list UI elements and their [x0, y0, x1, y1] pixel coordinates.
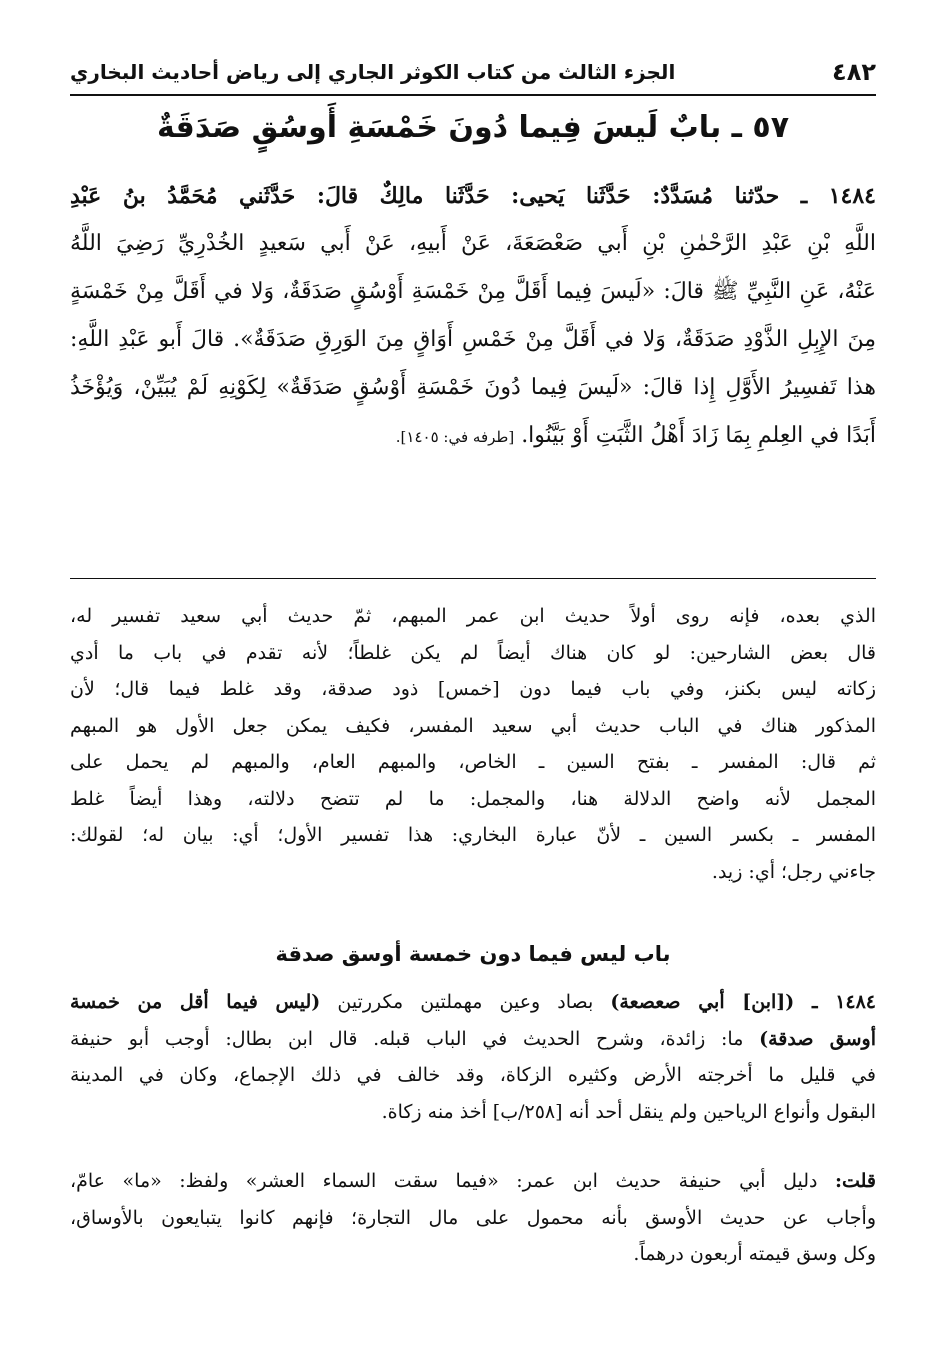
chapter-heading: ٥٧ ـ بابٌ لَيسَ فِيما دُونَ خَمْسَةِ أَوسُقٍ صَدَقَةٌ: [156, 110, 790, 145]
commentary-line: جاءني رجل؛ أي: زيد.: [711, 860, 876, 883]
commentary-line: قال بعض الشارحين: لو كان هناك أيضاً لم يكن غلطاً؛ لأنه تقدم في باب ما أدي: [70, 641, 876, 664]
hadith-number: ١٤٨٤: [828, 183, 876, 209]
cross-reference: [طرفه في: ١٤٠٥].: [395, 428, 515, 446]
commentary-line: المجمل لأنه واضح الدلالة هنا، والمجمل: ما لم تتضح دلالته، وهذا أيضاً غلط: [70, 787, 876, 810]
hadith-line-5: هذا تَفسِيرُ الأَوَّلِ إِذا قالَ: «لَيسَ فِيما دُونَ خَمْسَةِ أَوْسُقٍ صَدَقَةٌ» لِكَوْنِهِ لَمْ يُبَيِّنْ، وَيُؤْخَذُ: [70, 375, 876, 400]
commentary-line: البقول وأنواع الرياحين ولم ينقل أحد أنه [٢٥٨/ب] أخذ منه زكاة.: [381, 1100, 876, 1123]
commentary-line: المفسر ـ بكسر السين ـ لأنّ عبارة البخاري: هذا تفسير الأول؛ أي: بيان له؛ لقولك:: [70, 824, 876, 846]
commentary-line: أوسق صدقة) ما: زائدة، وشرح الحديث في الباب قبله. قال ابن بطال: أوجب أبو حنيفة: [70, 1027, 876, 1050]
hadith-line-6: أَبَدًا في العِلمِ بِمَا زَادَ أَهْلُ الثَّبَتِ أَوْ بَيَّنُوا. [طرفه في: ١٤٠٥].: [395, 423, 876, 448]
commentary-line: ثم قال: المفسر ـ بفتح السين ـ الخاص، والمبهم العام، والمبهم لم يحمل على: [70, 751, 876, 773]
hadith-line-1: ١٤٨٤ ـ حدّثنا مُسَدَّدٌ: حَدَّثَنا يَحيى: حَدَّثَنا مالِكٌ قالَ: حَدَّثَني مُحَمَّدُ بنُ عَبْدِ: [70, 183, 876, 209]
commentary-mid: [70, 984, 876, 1130]
hadith-text: [70, 172, 876, 460]
footnote-divider: [70, 578, 876, 579]
section-subheading: باب ليس فيما دون خمسة أوسق صدقة: [275, 942, 671, 966]
commentary-bottom: [70, 1163, 876, 1273]
hadith-line-2: اللَّهِ بْنِ عَبْدِ الرَّحْمٰنِ بْنِ أَبي صَعْصَعَةَ، عَنْ أَبيهِ، عَنْ أَبي سَعيدٍ الخُدْرِيِّ رَضِيَ اللَّهُ: [70, 231, 876, 256]
commentary-line: قلت: دليل أبي حنيفة حديث ابن عمر: «فيما سقت السماء العشر» ولفظ: «ما» عامّ،: [70, 1170, 876, 1192]
hadith-line-3: عَنْهُ، عَنِ النَّبِيِّ ﷺ قالَ: «لَيسَ فِيما أَقَلَّ مِنْ خَمْسَةِ أَوْسُقٍ صَدَقَةٌ، وَلا في أَقَلَّ مِنْ خَمْسَةٍ: [70, 279, 876, 304]
commentary-line: الذي بعده، فإنه روى أولاً حديث ابن عمر المبهم، ثمّ حديث أبي سعيد تفسير له،: [70, 605, 876, 627]
commentary-top: [70, 598, 876, 890]
commentary-line: ١٤٨٤ ـ ([ابن] أبي صعصعة) بصاد وعين مهملتين مكررتين (ليس فيما أقل من خمسة: [70, 991, 876, 1013]
commentary-line: في قليل ما أخرجته الأرض وكثيره الزكاة، وقد خالف في ذلك الإجماع، وكان في المدينة: [70, 1064, 876, 1086]
commentary-line: وكل وسق قيمته أربعون درهماً.: [633, 1243, 876, 1265]
book-title: الجزء الثالث من كتاب الكوثر الجاري إلى رياض أحاديث البخاري: [70, 60, 676, 84]
commentary-line: زكاته ليس بكنز، وفي باب فيما دون [خمس] ذود صدقة، وقد غلط فيما قال؛ لأن: [70, 678, 876, 700]
page-number: ٤٨٢: [832, 58, 876, 86]
commentary-line: المذكور هناك في الباب حديث أبي سعيد المفسر، فكيف يمكن جعل الأول هو المبهم: [70, 714, 876, 737]
hadith-line-4: مِنَ الإِبِلِ الذَّوْدِ صَدَقَةٌ، وَلا في أَقَلَّ مِنْ خَمْسِ أَوَاقٍ مِنَ الوَرِقِ صَدَقَةٌ». قالَ أَبو عَبْدِ اللَّهِ:: [70, 327, 876, 352]
running-head: [70, 50, 876, 96]
commentary-line: وأجاب عن حديث الأوسق بأنه محمول على مال التجارة؛ فإنهم كانوا يتبايعون بالأوساق،: [70, 1206, 876, 1229]
